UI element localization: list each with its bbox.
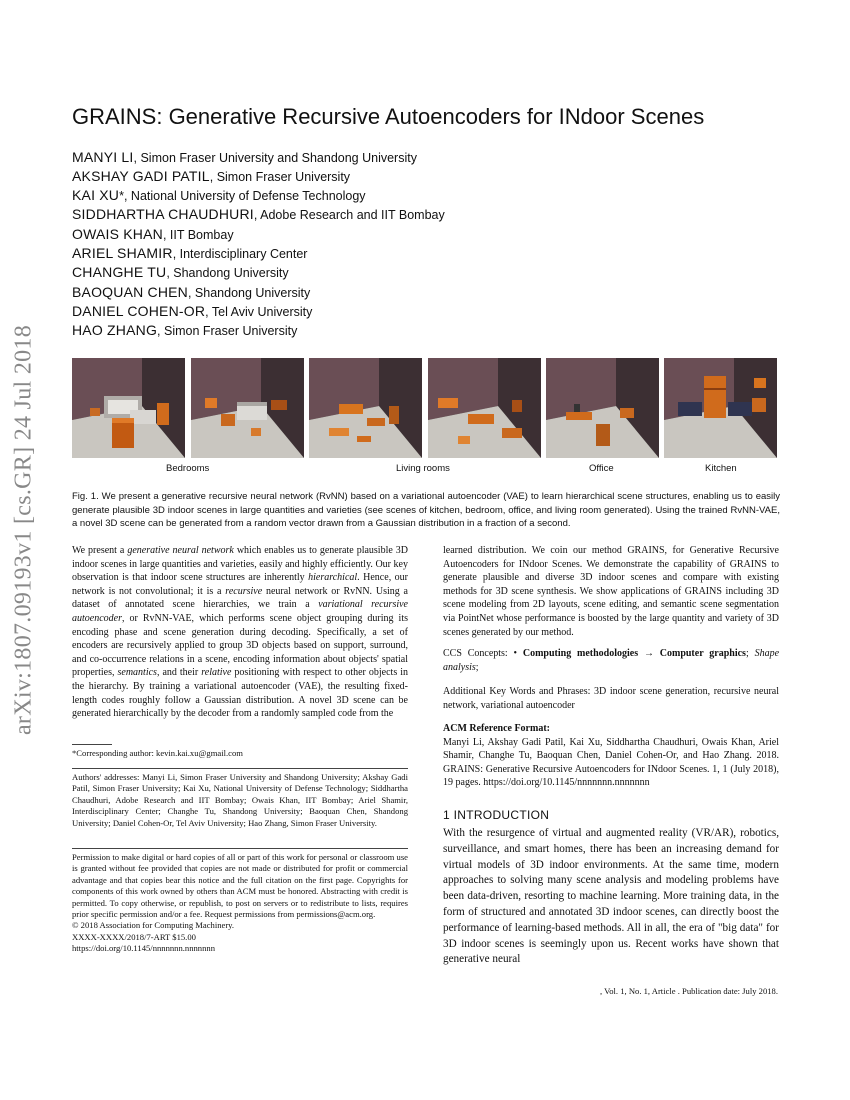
corresponding-author-note: *Corresponding author: kevin.kai.xu@gmail.com xyxy=(72,748,243,758)
introduction-text: With the resurgence of virtual and augmented reality (VR/AR), robotics, surveillance, and smart homes, there has been an increasing demand for virtual models of 3D indoor environments. At the same time, modern approaches to solving many scene analysis and modeling problems have been data-driven, resorting to machine learning. More training data, in the form of structured and annotated 3D indoor scenes, can directly boost the performance of learning-based methods. All in all, the era of "big data" for 3D indoor scenes is seemingly upon us. Recent works have shown that generative neural xyxy=(443,827,779,966)
author-line xyxy=(72,149,417,165)
keywords: Additional Key Words and Phrases: 3D indoor scene generation, recursive neural network, variational autoencoder xyxy=(443,686,779,711)
author-line xyxy=(72,303,312,319)
footnote-rule xyxy=(72,848,408,849)
author-line xyxy=(72,206,445,222)
abstract: We present a generative neural network which enables us to generate plausible 3D indoor scenes in large quantities and varieties, easily and highly efficiently. Our key observation is that indoor scene structures are inherently hierarchical. Hence, our network is not convolutional; it is a recursive neural network or RvNN. Using a dataset of annotated scene hierarchies, we train a variational recursive autoencoder, or RvNN-VAE, which performs scene object grouping during its encoding phase and scene generation during decoding. Specifically, a set of encoders are recursively applied to group 3D objects based on support, surround, and co-occurrence relations in a scene, encoding information about objects' spatial properties, semantics, and their relative positioning with respect to other objects in the hierarchy. By training a variational autoencoder (VAE), the resulting fixed-length codes roughly follow a Gaussian distribution. A novel 3D scene can be generated hierarchically by the decoder from a randomly sampled code from the xyxy=(72,545,408,720)
figure-caption: Fig. 1. We present a generative recursive neural network (RvNN) based on a variational autoencoder (VAE) to learn hierarchical scene structures, enabling us to easily generate plausible 3D indoor scenes in large quantities and varieties (see scenes of kitchen, bedroom, office, and living room generated). Using the trained RvNN-VAE, a novel 3D scene can be generated from a random vector drawn from a Gaussian distribution in a fraction of a second. xyxy=(72,491,780,529)
author-name: AKSHAY GADI PATIL xyxy=(72,168,210,184)
acm-reference-heading: ACM Reference Format: xyxy=(443,723,550,734)
author-affiliation: , Adobe Research and IIT Bombay xyxy=(253,208,445,222)
author-name: OWAIS KHAN xyxy=(72,226,163,242)
author-line xyxy=(72,187,366,203)
author-name: MANYI LI xyxy=(72,149,134,165)
author-affiliation: , Shandong University xyxy=(187,286,311,300)
figure-label-office: Office xyxy=(589,463,614,474)
doi-link[interactable]: https://doi.org/10.1145/nnnnnnn.nnnnnnn xyxy=(72,943,215,954)
isbn-line: XXXX-XXXX/2018/7-ART $15.00 xyxy=(72,931,196,942)
paper-title: GRAINS: Generative Recursive Autoencoders for INdoor Scenes xyxy=(72,104,705,129)
author-affiliation: , Interdisciplinary Center xyxy=(172,247,308,261)
scene-image-living-room-2 xyxy=(428,358,541,458)
permission-text: Permission to make digital or hard copies of all or part of this work for personal or classroom use is granted without fee provided that copies are not made or distributed for profit or commercial advantage and that copies bear this notice and the full citation on the first page. Copyrights for components of this work owned by others than ACM must be honored. Abstracting with credit is permitted. To copy otherwise, or republish, to post on servers or to redistribute to lists, requires prior specific permission and/or a fee. Request permissions from permissions@acm.org. xyxy=(72,852,408,920)
author-line xyxy=(72,322,297,338)
author-affiliation: *, National University of Defense Technology xyxy=(119,189,366,203)
author-name: ARIEL SHAMIR xyxy=(72,245,173,261)
author-line xyxy=(72,226,234,242)
arxiv-sidebar xyxy=(0,300,48,760)
copyright-line: © 2018 Association for Computing Machinery. xyxy=(72,920,235,931)
author-line xyxy=(72,245,307,261)
scene-image-kitchen xyxy=(664,358,777,458)
scene-image-bedroom xyxy=(72,358,185,458)
ccs-concepts: CCS Concepts: • Computing methodologies → Computer graphics; Shape analysis; xyxy=(443,648,780,673)
abstract-continued: learned distribution. We coin our method GRAINS, for Generative Recursive Autoencoders for INdoor Scenes. We demonstrate the capability of GRAINS to generate plausible and diverse 3D indoor scenes and compare with existing methods for 3D scene synthesis. We show applications of GRAINS including 3D scene modeling from 2D layouts, scene editing, and semantic scene segmentation via PointNet whose performance is boosted by the large quantity and variety of 3D scenes generated by our method. xyxy=(443,545,779,638)
section-heading-introduction: 1 INTRODUCTION xyxy=(443,808,550,822)
figure-label-kitchen: Kitchen xyxy=(705,463,737,474)
author-addresses: Authors' addresses: Manyi Li, Simon Fraser University and Shandong University; Akshay Gadi Patil, Simon Fraser University; Kai Xu, National University of Defense Technology; Siddhartha Chaudhuri, Adobe Research and IIT Bombay; Owais Khan, IIT Bombay; Ariel Shamir, Interdisciplinary Center; Changhe Tu, Shandong University; Baoquan Chen, Shandong University; Daniel Cohen-Or, Tel Aviv University; Hao Zhang, Simon Fraser University. xyxy=(72,772,408,828)
acm-reference xyxy=(443,722,779,790)
author-line xyxy=(72,264,289,280)
author-affiliation: , Shandong University xyxy=(166,266,289,280)
author-line xyxy=(72,168,350,184)
permission-notice xyxy=(72,852,408,955)
scene-image-living-room xyxy=(309,358,422,458)
author-affiliation: , Simon Fraser University xyxy=(157,324,298,338)
author-name: DANIEL COHEN-OR xyxy=(72,303,206,319)
author-affiliation: , IIT Bombay xyxy=(162,228,234,242)
author-name: KAI XU xyxy=(72,187,120,203)
page-footer: , Vol. 1, No. 1, Article . Publication date: July 2018. xyxy=(600,986,778,996)
scene-image-bedroom-2 xyxy=(191,358,304,458)
author-line xyxy=(72,284,310,300)
arxiv-id: arXiv:1807.09193v1 [cs.GR] 24 Jul 2018 xyxy=(10,324,37,736)
footnote-rule xyxy=(72,744,112,745)
author-affiliation: , Simon Fraser University and Shandong University xyxy=(133,151,417,165)
author-affiliation: , Simon Fraser University xyxy=(209,170,351,184)
footnote-rule xyxy=(72,768,408,769)
author-name: HAO ZHANG xyxy=(72,322,158,338)
acm-reference-text: Manyi Li, Akshay Gadi Patil, Kai Xu, Siddhartha Chaudhuri, Owais Khan, Ariel Shamir, Changhe Tu, Baoquan Chen, Daniel Cohen-Or, and Hao Zhang. 2018. GRAINS: Generative Recursive Autoencoders for INdoor Scenes. 1, 1 (July 2018), 19 pages. https://doi.org/10.1145/nnnnnnn.nnnnnnn xyxy=(443,736,779,789)
figure-label-bedrooms: Bedrooms xyxy=(166,463,210,474)
figure-label-living-rooms: Living rooms xyxy=(396,463,450,474)
author-name: CHANGHE TU xyxy=(72,264,167,280)
author-name: SIDDHARTHA CHAUDHURI xyxy=(72,206,254,222)
scene-image-office xyxy=(546,358,659,458)
author-affiliation: , Tel Aviv University xyxy=(205,305,313,319)
author-name: BAOQUAN CHEN xyxy=(72,284,188,300)
